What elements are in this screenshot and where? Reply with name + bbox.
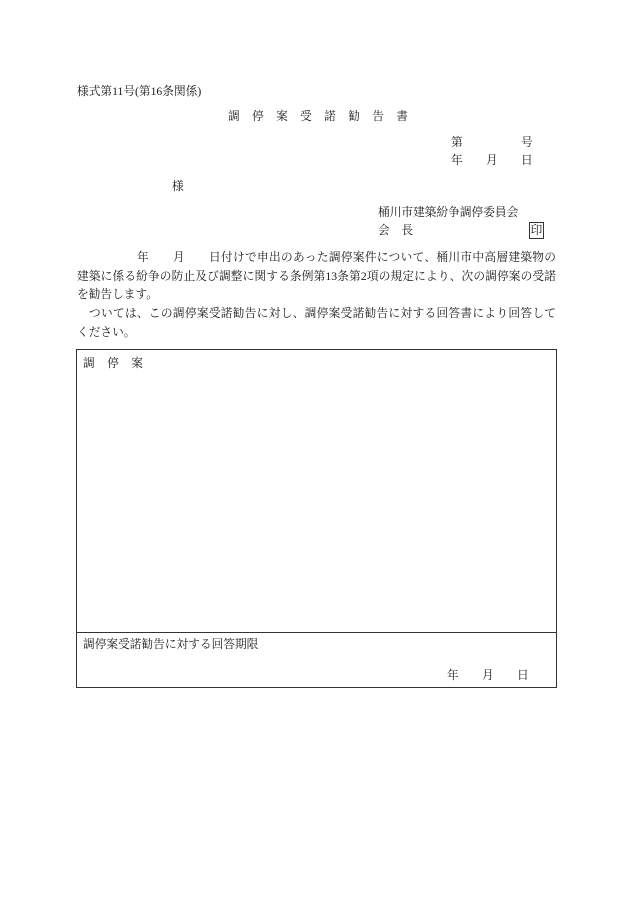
deadline-month: 月: [482, 669, 494, 682]
sender-organization: 桶川市建築紛争調停委員会: [378, 206, 519, 219]
p2-line-2: ください。: [77, 326, 136, 339]
addressee-honorific: 様: [172, 180, 184, 193]
seal-mark: 印: [530, 224, 543, 237]
proposal-heading: 調 停 案: [83, 357, 143, 370]
proposal-box: [76, 349, 557, 688]
p1-line-3: を勧告します。: [77, 288, 158, 301]
p1-line-2: 建築に係る紛争の防止及び調整に関する条例第13条第2項の規定により、次の調停案の受諾: [77, 270, 556, 283]
proposal-divider: [77, 632, 556, 633]
p1-year-label: 年: [137, 251, 149, 264]
issue-date-month: 月: [486, 154, 498, 167]
p2-line-1: ついては、この調停案受諾勧告に対し、調停案受諾勧告に対する回答書により回答して: [89, 307, 556, 320]
reference-number-prefix: 第: [451, 136, 463, 149]
sender-position: 会 長: [378, 224, 414, 237]
document-title: 調 停 案 受 諾 勧 告 書: [228, 110, 408, 123]
reference-number-suffix: 号: [521, 136, 533, 149]
form-number-label: 様式第11号(第16条関係): [77, 85, 202, 98]
p1-line-1: 日付けで申出のあった調停案件について、桶川市中高層建築物の: [209, 251, 556, 264]
issue-date-year: 年: [451, 154, 463, 167]
deadline-day: 日: [517, 669, 529, 682]
deadline-year: 年: [447, 669, 459, 682]
deadline-label: 調停案受諾勧告に対する回答期限: [83, 638, 259, 651]
issue-date-day: 日: [521, 154, 533, 167]
p1-month-label: 月: [173, 251, 185, 264]
